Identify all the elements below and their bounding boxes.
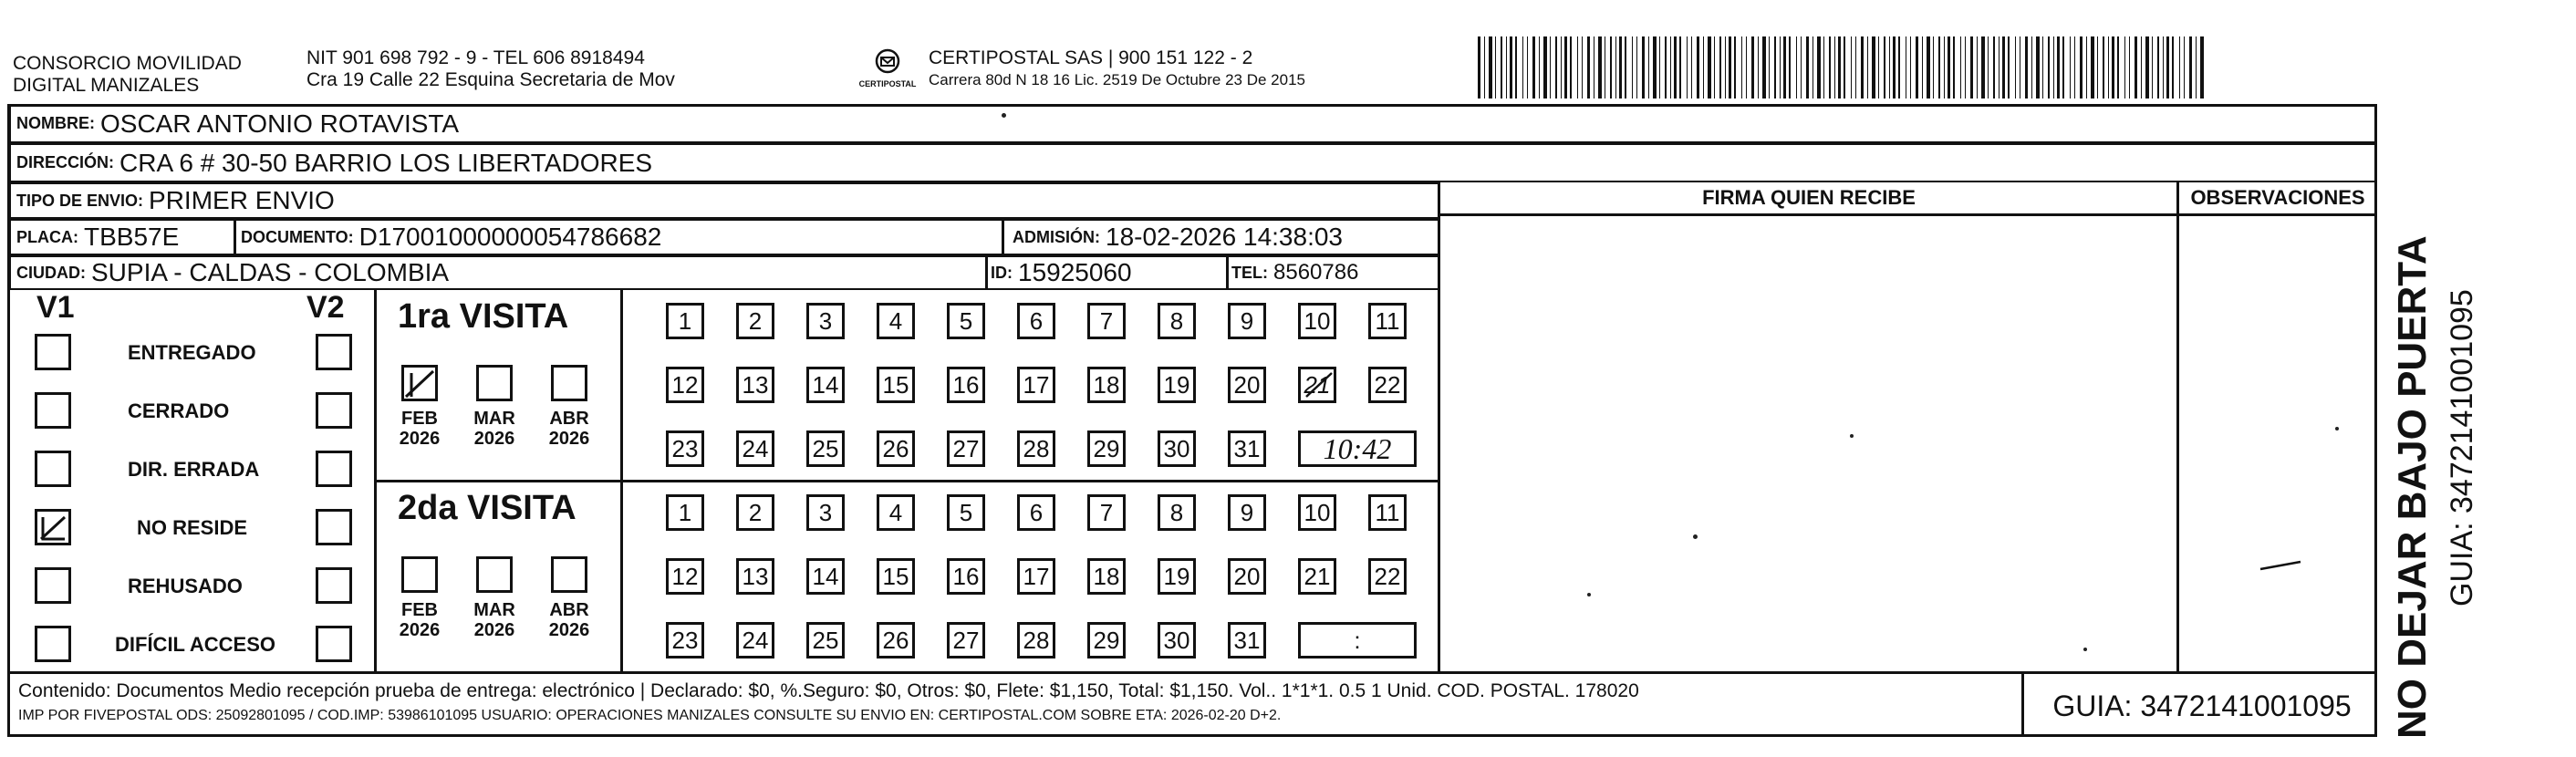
second-visit-title: 2da VISITA [398,489,576,527]
documento-value: D17001000000054786682 [358,223,662,251]
day-box[interactable]: 21 [1298,367,1336,403]
footer-contenido: Contenido: Documentos Medio recepción prueba de entrega: electrónico | Declarado: $0, %.Seguro: $0, Otros: $0, Flete: $1,150, Total: $1,150. Vol.. 1*1*1. 0.5 1 Unid. COD. POSTAL. 178020 [18,680,1639,701]
company-line-1: CONSORCIO MOVILIDAD [13,53,242,74]
day-box[interactable]: 24 [736,622,774,658]
day-box[interactable]: 30 [1158,622,1196,658]
day-box[interactable]: 25 [806,430,845,467]
visit-time-box[interactable]: 10:42 [1298,430,1417,467]
v2-checkbox[interactable] [316,626,352,662]
day-box[interactable]: 21 [1298,558,1336,595]
ciudad-value: SUPIA - CALDAS - COLOMBIA [91,258,450,286]
direccion-label: DIRECCIÓN: [16,153,114,171]
day-box[interactable]: 12 [666,558,704,595]
day-box[interactable]: 6 [1017,303,1055,339]
month-label: MAR 2026 [473,600,515,640]
nombre-row [9,104,2377,143]
day-box[interactable]: 22 [1368,558,1407,595]
firma-header: FIRMA QUIEN RECIBE [1702,186,1916,209]
v2-checkbox[interactable] [316,509,352,545]
nit-line-2: Cra 19 Calle 22 Esquina Secretaria de Mov [306,69,675,90]
month-checkbox[interactable] [551,365,587,401]
check-mark-icon [37,512,68,543]
company-name [13,53,242,97]
tel-label: TEL: [1231,263,1268,282]
check-mark-icon [404,368,435,399]
observaciones-area[interactable] [2180,217,2375,671]
day-box[interactable]: 31 [1228,622,1266,658]
day-box[interactable]: 3 [806,303,845,339]
month-checkbox[interactable] [476,365,513,401]
day-box[interactable]: 16 [947,367,985,403]
v1-checkbox[interactable] [35,451,71,487]
day-box[interactable]: 19 [1158,367,1196,403]
logo-text: CERTIPOSTAL [858,79,917,88]
day-box[interactable]: 29 [1087,622,1126,658]
id-field [991,255,1132,290]
id-value: 15925060 [1018,258,1132,286]
day-box[interactable]: 13 [736,367,774,403]
barcode [1478,36,2206,99]
day-box[interactable]: 10 [1298,303,1336,339]
month-label: ABR 2026 [548,600,590,640]
documento-label: DOCUMENTO: [241,227,354,246]
day-box[interactable]: 7 [1087,303,1126,339]
day-box[interactable]: 9 [1228,303,1266,339]
day-box[interactable]: 2 [736,303,774,339]
v2-checkbox[interactable] [316,334,352,370]
month-checkbox[interactable] [476,556,513,593]
visit-time-box[interactable]: : [1298,622,1417,658]
company-nit [306,47,675,91]
day-box[interactable]: 5 [947,303,985,339]
day-box[interactable]: 26 [877,430,915,467]
day-box[interactable]: 8 [1158,494,1196,531]
day-box[interactable]: 6 [1017,494,1055,531]
day-box[interactable]: 1 [666,494,704,531]
no-dejar-bajo-puerta: NO DEJAR BAJO PUERTA [2390,235,2435,739]
day-box[interactable]: 3 [806,494,845,531]
day-box[interactable]: 19 [1158,558,1196,595]
day-box[interactable]: 16 [947,558,985,595]
day-box[interactable]: 1 [666,303,704,339]
footer-impresion: IMP POR FIVEPOSTAL ODS: 25092801095 / COD.IMP: 53986101095 USUARIO: OPERACIONES MANIZALES CONSULTE SU ENVIO EN: CERTIPOSTAL.COM SOBRE ETA: 2026-02-20 D+2. [18,708,1282,723]
v1-checkbox[interactable] [35,509,71,545]
day-box[interactable]: 23 [666,622,704,658]
day-box[interactable]: 4 [877,303,915,339]
month-label: MAR 2026 [473,409,515,449]
day-box[interactable]: 9 [1228,494,1266,531]
day-box[interactable]: 24 [736,430,774,467]
v2-checkbox[interactable] [316,567,352,604]
v2-label: V2 [306,290,345,325]
day-box[interactable]: 15 [877,367,915,403]
status-label: DIFÍCIL ACCESO [115,633,276,656]
day-box[interactable]: 28 [1017,622,1055,658]
carrier-info [929,47,1305,91]
footer-guia: GUIA: 3472141001095 [2052,690,2352,722]
day-box[interactable]: 8 [1158,303,1196,339]
month-label: FEB 2026 [399,409,441,449]
admision-field [1013,219,1343,255]
day-box[interactable]: 13 [736,558,774,595]
v1-checkbox[interactable] [35,626,71,662]
side-guia: GUIA: 3472141001095 [2445,289,2479,607]
tel-value: 8560786 [1273,260,1359,285]
direccion-value: CRA 6 # 30-50 BARRIO LOS LIBERTADORES [119,148,653,177]
day-box[interactable]: 25 [806,622,845,658]
day-box[interactable]: 30 [1158,430,1196,467]
day-box[interactable]: 11 [1368,494,1407,531]
tipo-value: PRIMER ENVIO [149,186,335,214]
nombre-label: NOMBRE: [16,114,95,132]
carrier-line-2: Carrera 80d N 18 16 Lic. 2519 De Octubre 23 De 2015 [929,71,1305,88]
day-box[interactable]: 20 [1228,558,1266,595]
signature-area[interactable] [1441,217,2176,671]
ciudad-label: CIUDAD: [16,263,86,282]
tel-field [1231,255,1358,290]
day-box[interactable]: 27 [947,622,985,658]
day-box[interactable]: 5 [947,494,985,531]
ciudad-row [9,255,1439,290]
day-box[interactable]: 10 [1298,494,1336,531]
day-box[interactable]: 14 [806,367,845,403]
observaciones-header: OBSERVACIONES [2190,186,2365,209]
day-box[interactable]: 17 [1017,558,1055,595]
logo-icon [872,47,903,75]
first-visit-title: 1ra VISITA [398,297,569,336]
v1-checkbox[interactable] [35,334,71,370]
day-box[interactable]: 31 [1228,430,1266,467]
nit-line-1: NIT 901 698 792 - 9 - TEL 606 8918494 [306,47,645,68]
month-checkbox[interactable] [401,365,438,401]
placa-value: TBB57E [84,223,180,251]
v2-checkbox[interactable] [316,392,352,429]
day-box[interactable]: 12 [666,367,704,403]
day-box[interactable]: 20 [1228,367,1266,403]
check-mark-icon [1301,369,1337,402]
day-box[interactable]: 22 [1368,367,1407,403]
certipostal-logo [856,47,919,88]
day-box[interactable]: 18 [1087,367,1126,403]
v1-label: V1 [36,290,75,325]
day-box[interactable]: 14 [806,558,845,595]
day-box[interactable]: 17 [1017,367,1055,403]
day-box[interactable]: 23 [666,430,704,467]
day-box[interactable]: 27 [947,430,985,467]
admision-label: ADMISIÓN: [1013,227,1100,246]
day-box[interactable]: 4 [877,494,915,531]
id-label: ID: [991,263,1013,282]
day-box[interactable]: 15 [877,558,915,595]
carrier-line-1: CERTIPOSTAL SAS | 900 151 122 - 2 [929,47,1253,68]
stray-mark [2259,556,2304,575]
day-box[interactable]: 2 [736,494,774,531]
status-label: NO RESIDE [137,516,248,539]
month-label: ABR 2026 [548,409,590,449]
status-label: DIR. ERRADA [128,458,260,481]
barcode-graphic [1478,36,2206,99]
status-label: REHUSADO [128,575,243,597]
company-line-2: DIGITAL MANIZALES [13,75,200,96]
status-label: ENTREGADO [128,341,256,364]
documento-field [241,219,661,255]
tipo-envio-row [9,182,1439,219]
placa-label: PLACA: [16,227,78,246]
admision-value: 18-02-2026 14:38:03 [1106,223,1343,251]
v1-checkbox[interactable] [35,567,71,604]
status-label: CERRADO [128,399,230,422]
day-box[interactable]: 7 [1087,494,1126,531]
month-label: FEB 2026 [399,600,441,640]
month-checkbox[interactable] [551,556,587,593]
day-box[interactable]: 18 [1087,558,1126,595]
day-box[interactable]: 29 [1087,430,1126,467]
tipo-label: TIPO DE ENVIO: [16,191,144,210]
v2-checkbox[interactable] [316,451,352,487]
month-checkbox[interactable] [401,556,438,593]
day-box[interactable]: 26 [877,622,915,658]
day-box[interactable]: 11 [1368,303,1407,339]
v1-checkbox[interactable] [35,392,71,429]
day-box[interactable]: 28 [1017,430,1055,467]
nombre-value: OSCAR ANTONIO ROTAVISTA [100,109,460,138]
direccion-row [9,143,2377,182]
